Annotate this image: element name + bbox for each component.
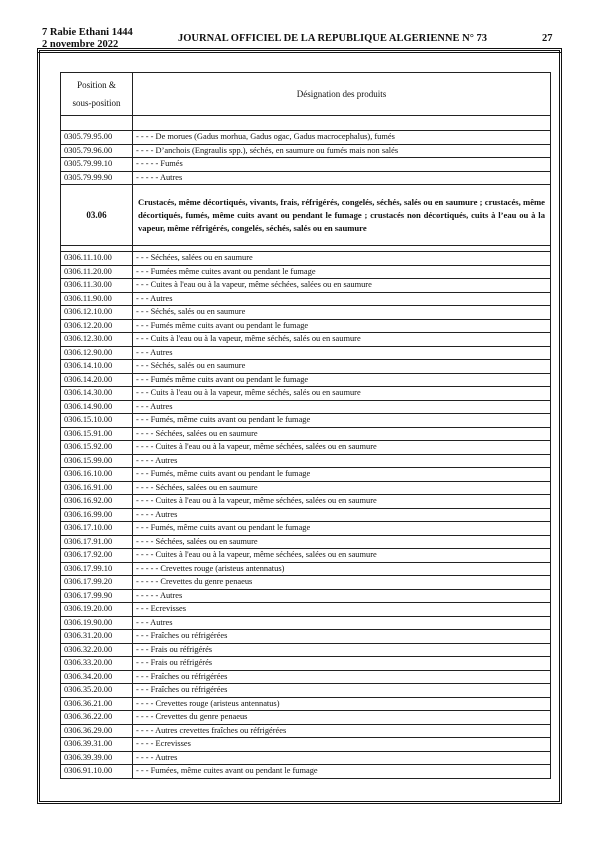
tariff-code: 0306.15.99.00 xyxy=(61,454,133,468)
tariff-code: 0306.15.10.00 xyxy=(61,414,133,428)
product-designation: - - - - Autres xyxy=(133,508,551,522)
table-row xyxy=(61,360,551,374)
tariff-code: 0306.16.92.00 xyxy=(61,495,133,509)
tariff-code: 0305.79.99.90 xyxy=(61,171,133,185)
table-header-row xyxy=(61,73,551,116)
tariff-code: 0306.36.29.00 xyxy=(61,724,133,738)
tariff-code: 0306.32.20.00 xyxy=(61,643,133,657)
table-row xyxy=(61,751,551,765)
table-row xyxy=(61,670,551,684)
tariff-code: 0306.11.90.00 xyxy=(61,292,133,306)
tariff-code: 0306.16.91.00 xyxy=(61,481,133,495)
product-designation: - - - Fumées, même cuites avant ou pendant le fumage xyxy=(133,765,551,779)
product-designation: - - - Autres xyxy=(133,400,551,414)
table-body-top xyxy=(61,116,551,185)
table-row xyxy=(61,400,551,414)
product-designation: - - - - Crevettes du genre penaeus xyxy=(133,711,551,725)
product-designation: - - - Autres xyxy=(133,616,551,630)
table-row xyxy=(61,697,551,711)
product-designation: - - - Frais ou réfrigérés xyxy=(133,657,551,671)
table-row xyxy=(61,131,551,145)
heading-designation: Crustacés, même décortiqués, vivants, frais, réfrigérés, congelés, séchés, salés ou en saumure ; crustacés, même décortiqués, fumés, même cuits avant ou pendant le fumage ; crustacés non décortiqués, cuits à l’eau ou à la vapeur, même réfrigérés, congelés, séchés, salés ou en saumure xyxy=(133,185,551,246)
table-row xyxy=(61,158,551,172)
product-designation: - - - Frais ou réfrigérés xyxy=(133,643,551,657)
tariff-code: 0306.12.20.00 xyxy=(61,319,133,333)
product-designation: - - - - Séchées, salées ou en saumure xyxy=(133,427,551,441)
table-row xyxy=(61,333,551,347)
page-number: 27 xyxy=(542,33,553,44)
tariff-code: 0306.91.10.00 xyxy=(61,765,133,779)
tariff-code: 0306.15.91.00 xyxy=(61,427,133,441)
table-row xyxy=(61,319,551,333)
table-row xyxy=(61,252,551,266)
table-row xyxy=(61,522,551,536)
tariff-code: 0305.79.96.00 xyxy=(61,144,133,158)
product-designation: - - - - Séchées, salées ou en saumure xyxy=(133,481,551,495)
product-designation: - - - - - Crevettes rouge (aristeus antennatus) xyxy=(133,562,551,576)
table-row xyxy=(61,738,551,752)
table-spacer-row xyxy=(61,116,551,131)
product-designation: - - - - Séchées, salées ou en saumure xyxy=(133,535,551,549)
table-row xyxy=(61,468,551,482)
product-designation: - - - Fraîches ou réfrigérées xyxy=(133,630,551,644)
table-row xyxy=(61,616,551,630)
tariff-code: 0306.19.90.00 xyxy=(61,616,133,630)
tariff-code: 0306.14.10.00 xyxy=(61,360,133,374)
product-designation: - - - - - Autres xyxy=(133,589,551,603)
tariff-code: 0306.39.31.00 xyxy=(61,738,133,752)
product-designation: - - - - Autres crevettes fraîches ou réfrigérées xyxy=(133,724,551,738)
product-designation: - - - Cuites à l'eau ou à la vapeur, même séchées, salées ou en saumure xyxy=(133,279,551,293)
tariff-code: 0306.17.91.00 xyxy=(61,535,133,549)
table-row xyxy=(61,724,551,738)
tariff-code: 0306.36.21.00 xyxy=(61,697,133,711)
table-row xyxy=(61,535,551,549)
product-designation: - - - - - Crevettes du genre penaeus xyxy=(133,576,551,590)
product-designation: - - - - - Fumés xyxy=(133,158,551,172)
tariff-code: 0306.34.20.00 xyxy=(61,670,133,684)
tariff-code: 0306.15.92.00 xyxy=(61,441,133,455)
table-row xyxy=(61,630,551,644)
table-row xyxy=(61,373,551,387)
tariff-code: 0306.17.99.10 xyxy=(61,562,133,576)
table-row xyxy=(61,684,551,698)
table-row xyxy=(61,414,551,428)
tariff-code: 0306.33.20.00 xyxy=(61,657,133,671)
table-row xyxy=(61,144,551,158)
column-header-code-line1: Position & xyxy=(77,80,116,90)
product-designation: - - - - - Autres xyxy=(133,171,551,185)
tariff-code: 0306.14.90.00 xyxy=(61,400,133,414)
tariff-code: 0305.79.99.10 xyxy=(61,158,133,172)
tariff-code: 0306.16.99.00 xyxy=(61,508,133,522)
product-designation: - - - Fumés même cuits avant ou pendant le fumage xyxy=(133,319,551,333)
journal-title: JOURNAL OFFICIEL DE LA REPUBLIQUE ALGERIENNE N° 73 xyxy=(178,33,488,44)
table-row xyxy=(61,454,551,468)
product-designation: - - - - Autres xyxy=(133,454,551,468)
product-designation: - - - Fumés même cuits avant ou pendant le fumage xyxy=(133,373,551,387)
tariff-code: 0306.17.10.00 xyxy=(61,522,133,536)
table-row xyxy=(61,711,551,725)
product-designation: - - - Autres xyxy=(133,346,551,360)
table-row xyxy=(61,481,551,495)
product-designation: - - - Fumés, même cuits avant ou pendant le fumage xyxy=(133,522,551,536)
tariff-table xyxy=(60,72,551,779)
product-designation: - - - Séchées, salées ou en saumure xyxy=(133,252,551,266)
tariff-code: 0306.35.20.00 xyxy=(61,684,133,698)
tariff-code: 0306.12.30.00 xyxy=(61,333,133,347)
tariff-code: 0306.14.20.00 xyxy=(61,373,133,387)
product-designation: - - - Fumées même cuites avant ou pendant le fumage xyxy=(133,265,551,279)
table-row xyxy=(61,657,551,671)
product-designation: - - - - D’anchois (Engraulis spp.), séchés, en saumure ou fumés mais non salés xyxy=(133,144,551,158)
tariff-code: 0306.31.20.00 xyxy=(61,630,133,644)
table-row xyxy=(61,549,551,563)
tariff-code: 0306.12.10.00 xyxy=(61,306,133,320)
tariff-code: 0306.39.39.00 xyxy=(61,751,133,765)
product-designation: - - - - Cuites à l'eau ou à la vapeur, même séchées, salées ou en saumure xyxy=(133,441,551,455)
product-designation: - - - Cuits à l'eau ou à la vapeur, même séchés, salés ou en saumure xyxy=(133,387,551,401)
table-row xyxy=(61,576,551,590)
table-row xyxy=(61,265,551,279)
product-designation: - - - Cuits à l'eau ou à la vapeur, même séchés, salés ou en saumure xyxy=(133,333,551,347)
product-designation: - - - Fraîches ou réfrigérées xyxy=(133,670,551,684)
product-designation: - - - - Cuites à l'eau ou à la vapeur, même séchées, salées ou en saumure xyxy=(133,495,551,509)
heading-row xyxy=(61,185,551,246)
date-hijri: 7 Rabie Ethani 1444 xyxy=(42,27,133,38)
column-header-designation: Désignation des produits xyxy=(133,73,551,116)
product-designation: - - - Séchés, salés ou en saumure xyxy=(133,360,551,374)
tariff-code: 0306.36.22.00 xyxy=(61,711,133,725)
tariff-code: 0306.14.30.00 xyxy=(61,387,133,401)
table-row xyxy=(61,603,551,617)
table-row xyxy=(61,306,551,320)
table-heading-section xyxy=(61,185,551,252)
table-row xyxy=(61,427,551,441)
product-designation: - - - Fumés, même cuits avant ou pendant le fumage xyxy=(133,468,551,482)
table-row xyxy=(61,562,551,576)
product-designation: - - - - Ecrevisses xyxy=(133,738,551,752)
product-designation: - - - Ecrevisses xyxy=(133,603,551,617)
column-header-code-line2: sous-position xyxy=(72,98,121,108)
table-row xyxy=(61,387,551,401)
table-row xyxy=(61,589,551,603)
tariff-code: 0306.19.20.00 xyxy=(61,603,133,617)
tariff-code: 0306.17.99.90 xyxy=(61,589,133,603)
tariff-code: 0306.11.30.00 xyxy=(61,279,133,293)
table-row xyxy=(61,441,551,455)
table-body-bottom xyxy=(61,252,551,779)
tariff-code: 0306.17.99.20 xyxy=(61,576,133,590)
product-designation: - - - Fumés, même cuits avant ou pendant le fumage xyxy=(133,414,551,428)
table-row xyxy=(61,171,551,185)
tariff-code: 0306.11.20.00 xyxy=(61,265,133,279)
table-row xyxy=(61,346,551,360)
product-designation: - - - - Cuites à l'eau ou à la vapeur, même séchées, salées ou en saumure xyxy=(133,549,551,563)
product-designation: - - - - Crevettes rouge (aristeus antennatus) xyxy=(133,697,551,711)
tariff-code: 0306.16.10.00 xyxy=(61,468,133,482)
table-row xyxy=(61,495,551,509)
table-row xyxy=(61,292,551,306)
tariff-code: 0306.11.10.00 xyxy=(61,252,133,266)
tariff-code: 0306.17.92.00 xyxy=(61,549,133,563)
product-designation: - - - - Autres xyxy=(133,751,551,765)
product-designation: - - - Autres xyxy=(133,292,551,306)
column-header-code xyxy=(61,73,133,116)
table-row xyxy=(61,643,551,657)
tariff-code: 0305.79.95.00 xyxy=(61,131,133,145)
table-row xyxy=(61,279,551,293)
product-designation: - - - Séchés, salés ou en saumure xyxy=(133,306,551,320)
product-designation: - - - - De morues (Gadus morhua, Gadus ogac, Gadus macrocephalus), fumés xyxy=(133,131,551,145)
tariff-code: 0306.12.90.00 xyxy=(61,346,133,360)
table-row xyxy=(61,508,551,522)
date-gregorian: 2 novembre 2022 xyxy=(42,39,119,50)
product-designation: - - - Fraîches ou réfrigérées xyxy=(133,684,551,698)
heading-code: 03.06 xyxy=(61,185,133,246)
table-row xyxy=(61,765,551,779)
